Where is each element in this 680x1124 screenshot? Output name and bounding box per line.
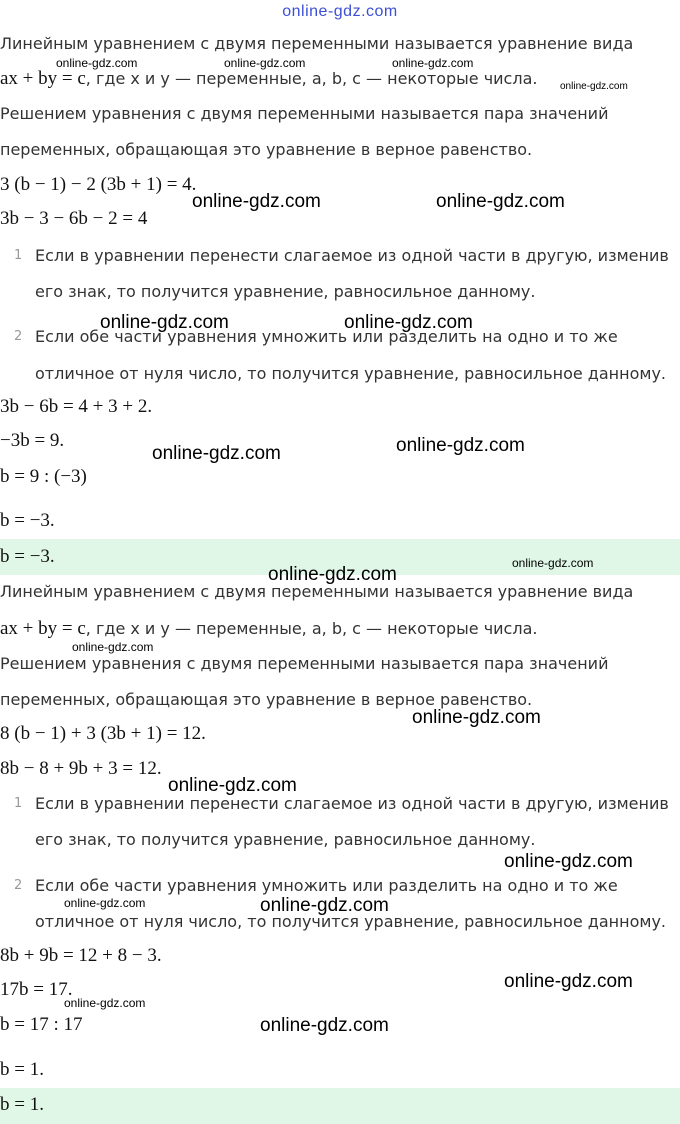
- equation-step: 8b − 8 + 9b + 3 = 12.: [0, 758, 162, 779]
- watermark: online-gdz.com: [436, 191, 565, 212]
- rule-number: 2: [14, 878, 23, 893]
- solution-definition-line-1: Решением уравнения с двумя переменными называется пара значений: [0, 104, 609, 123]
- watermark: online-gdz.com: [560, 81, 628, 92]
- watermark: online-gdz.com: [512, 556, 594, 570]
- definition-line-1: Линейным уравнением с двумя переменными называется уравнение вида: [0, 582, 634, 601]
- rule-text: отличное от нуля число, то получится уравнение, равносильное данному.: [35, 364, 666, 383]
- watermark: online-gdz.com: [224, 56, 306, 70]
- definition-suffix: , где x и y — переменные, a, b, c — некоторые числа.: [85, 619, 538, 638]
- equation-step: 8 (b − 1) + 3 (3b + 1) = 12.: [0, 723, 206, 744]
- answer: b = 1.: [0, 1094, 44, 1115]
- definition-line-2: [0, 616, 537, 642]
- watermark: online-gdz.com: [260, 895, 389, 916]
- answer-highlight: [0, 1088, 680, 1124]
- watermark: online-gdz.com: [56, 56, 138, 70]
- rule-text: отличное от нуля число, то получится уравнение, равносильное данному.: [35, 912, 666, 931]
- equation-step: −3b = 9.: [0, 430, 65, 451]
- watermark: online-gdz.com: [64, 896, 146, 910]
- equation-step: b = 17 : 17: [0, 1014, 83, 1035]
- definition-line-1: Линейным уравнением с двумя переменными называется уравнение вида: [0, 34, 634, 53]
- watermark: online-gdz.com: [100, 312, 229, 333]
- watermark: online-gdz.com: [392, 56, 474, 70]
- watermark: online-gdz.com: [504, 851, 633, 872]
- definition-suffix: , где x и y — переменные, a, b, c — некоторые числа.: [85, 69, 538, 88]
- equation-step: 17b = 17.: [0, 979, 73, 1000]
- rule-text: Если обе части уравнения умножить или разделить на одно и то же: [35, 876, 618, 895]
- equation-step: 3b − 6b = 4 + 3 + 2.: [0, 396, 153, 417]
- rule-number: 2: [14, 329, 23, 344]
- watermark: online-gdz.com: [152, 443, 281, 464]
- watermark: online-gdz.com: [260, 1015, 389, 1036]
- watermark: online-gdz.com: [168, 775, 297, 796]
- watermark: online-gdz.com: [504, 971, 633, 992]
- rule-number: 1: [14, 248, 23, 263]
- watermark: online-gdz.com: [268, 564, 397, 585]
- answer: b = −3.: [0, 546, 55, 567]
- definition-formula: ax + by = c: [0, 618, 86, 639]
- solution-definition-line-2: переменных, обращающая это уравнение в верное равенство.: [0, 690, 533, 709]
- rule-text: его знак, то получится уравнение, равносильное данному.: [35, 282, 536, 301]
- equation-step: b = −3.: [0, 510, 55, 531]
- rule-text: Если в уравнении перенести слагаемое из одной части в другую, изменив: [35, 246, 669, 265]
- site-header-link[interactable]: online-gdz.com: [282, 3, 398, 20]
- watermark: online-gdz.com: [412, 707, 541, 728]
- watermark: online-gdz.com: [344, 312, 473, 333]
- equation-step: 3b − 3 − 6b − 2 = 4: [0, 208, 148, 229]
- watermark: online-gdz.com: [396, 435, 525, 456]
- equation-step: b = 1.: [0, 1059, 44, 1080]
- watermark: online-gdz.com: [72, 640, 154, 654]
- rule-text: Если обе части уравнения умножить или разделить на одно и то же: [35, 327, 618, 346]
- rule-number: 1: [14, 796, 23, 811]
- solution-definition-line-1: Решением уравнения с двумя переменными называется пара значений: [0, 654, 609, 673]
- rule-text: его знак, то получится уравнение, равносильное данному.: [35, 830, 536, 849]
- equation-step: 8b + 9b = 12 + 8 − 3.: [0, 945, 162, 966]
- equation-step: b = 9 : (−3): [0, 466, 87, 487]
- definition-formula: ax + by = c: [0, 68, 86, 89]
- watermark: online-gdz.com: [64, 996, 146, 1010]
- equation-step: 3 (b − 1) − 2 (3b + 1) = 4.: [0, 174, 197, 195]
- rule-text: Если в уравнении перенести слагаемое из одной части в другую, изменив: [35, 794, 669, 813]
- solution-definition-line-2: переменных, обращающая это уравнение в верное равенство.: [0, 140, 533, 159]
- watermark: online-gdz.com: [192, 191, 321, 212]
